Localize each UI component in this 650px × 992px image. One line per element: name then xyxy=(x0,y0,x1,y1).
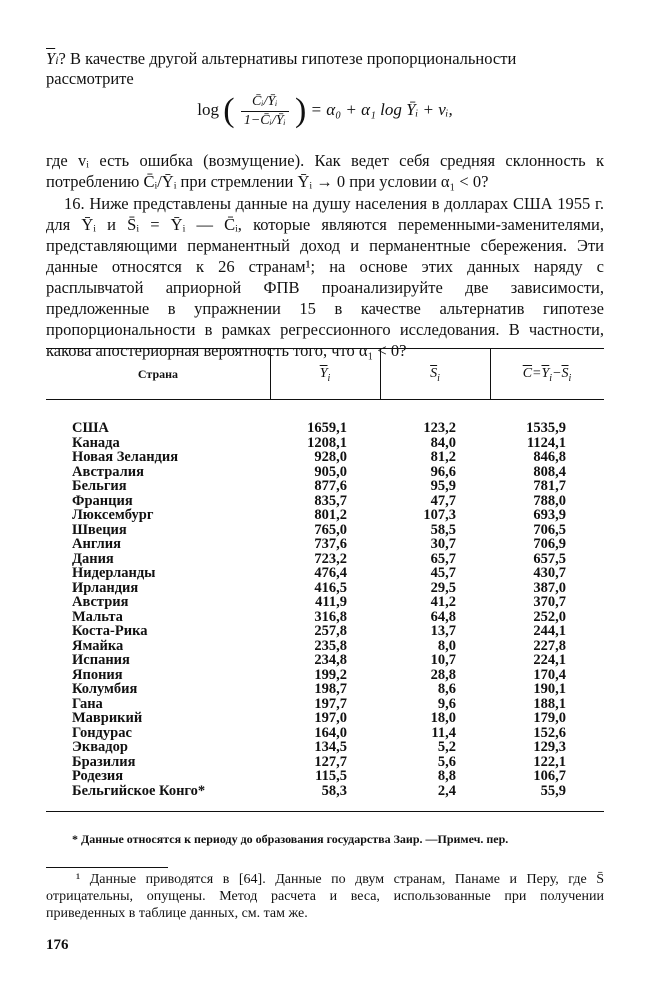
s-value-cell: 2,4 xyxy=(437,782,456,799)
s-value-cell: 81,2 xyxy=(430,449,456,465)
c-value-cell: 788,0 xyxy=(533,492,566,509)
y-value-cell: 164,0 xyxy=(314,724,347,741)
intro-text: ? В качестве другой альтернативы гипотезе пропорциональности xyxy=(58,49,517,68)
table-row xyxy=(46,465,604,480)
c-value-cell: 152,6 xyxy=(533,724,566,741)
c-value-cell: 244,1 xyxy=(533,623,566,639)
footnote: ¹ Данные приводятся в [64]. Данные по двум странам, Панаме и Перу, где S̄ отрицательны, опущены. Метод расчета и веса, использованные при получении приведенных в таблице данных, см. там же. xyxy=(46,872,604,921)
country-cell: Эквадор xyxy=(72,739,128,755)
intro-line-2: рассмотрите xyxy=(46,69,134,88)
table-row xyxy=(46,494,604,509)
c-value-cell: 188,1 xyxy=(533,695,566,712)
c-value-cell: 129,3 xyxy=(533,739,566,755)
c-value-cell: 55,9 xyxy=(540,782,566,799)
country-cell: Франция xyxy=(72,492,133,509)
country-cell: Испания xyxy=(72,652,130,668)
s-value-cell: 47,7 xyxy=(430,492,456,509)
c-value-cell: 657,5 xyxy=(533,550,566,567)
country-cell: Дания xyxy=(72,550,114,567)
y-value-cell: 928,0 xyxy=(314,449,347,465)
y-value-cell: 1659,1 xyxy=(307,420,347,436)
c-value-cell: 170,4 xyxy=(533,666,566,683)
country-cell: Австралия xyxy=(72,463,144,480)
table-row xyxy=(46,697,604,712)
table-row xyxy=(46,740,604,755)
s-value-cell: 5,2 xyxy=(437,739,456,755)
header-y: $\overline{Y}_i$ xyxy=(319,366,331,384)
c-value-cell: 387,0 xyxy=(533,579,566,596)
table-row xyxy=(46,668,604,683)
table-row xyxy=(46,610,604,625)
s-value-cell: 29,5 xyxy=(430,579,456,596)
country-cell: Канада xyxy=(72,434,120,451)
c-value-cell: 179,0 xyxy=(533,710,566,726)
formula-log: log xyxy=(197,99,219,119)
country-cell: Гана xyxy=(72,695,103,712)
y-value-cell: 257,8 xyxy=(314,623,347,639)
formula-fraction xyxy=(241,93,289,130)
c-value-cell: 846,8 xyxy=(533,449,566,465)
y-bar-symbol: $\overline{Y}$ xyxy=(46,49,56,68)
y-value-cell: 905,0 xyxy=(314,463,347,480)
country-cell: Маврикий xyxy=(72,710,143,726)
y-value-cell: 476,4 xyxy=(314,565,347,581)
country-cell: Коста-Рика xyxy=(72,623,148,639)
y-subscript: i xyxy=(55,53,59,67)
c-value-cell: 227,8 xyxy=(533,637,566,654)
y-value-cell: 877,6 xyxy=(314,478,347,494)
c-value-cell: 430,7 xyxy=(533,565,566,581)
country-cell: Япония xyxy=(72,666,123,683)
left-paren-icon: ( xyxy=(223,92,235,129)
s-value-cell: 8,0 xyxy=(437,637,456,654)
y-value-cell: 723,2 xyxy=(314,550,347,567)
table-body xyxy=(46,421,604,798)
table-row xyxy=(46,682,604,697)
data-table xyxy=(46,348,604,812)
country-cell: Швеция xyxy=(72,521,127,538)
c-value-cell: 781,7 xyxy=(533,478,566,494)
s-value-cell: 11,4 xyxy=(431,724,456,741)
table-note: * Данные относятся к периоду до образования государства Заир. —Примеч. пер. xyxy=(72,832,509,846)
country-cell: Бразилия xyxy=(72,753,136,770)
country-cell: Ямайка xyxy=(72,637,124,654)
s-value-cell: 96,6 xyxy=(430,463,456,480)
formula xyxy=(0,92,650,130)
table-row xyxy=(46,566,604,581)
table-row xyxy=(46,508,604,523)
table-row xyxy=(46,421,604,436)
s-value-cell: 9,6 xyxy=(437,695,456,712)
country-cell: Люксембург xyxy=(72,507,154,523)
y-value-cell: 234,8 xyxy=(314,652,347,668)
table-row xyxy=(46,726,604,741)
y-value-cell: 197,0 xyxy=(314,710,347,726)
table-row xyxy=(46,581,604,596)
table-row xyxy=(46,537,604,552)
s-value-cell: 123,2 xyxy=(423,420,456,436)
s-value-cell: 45,7 xyxy=(430,565,456,581)
c-value-cell: 706,9 xyxy=(533,536,566,552)
c-value-cell: 122,1 xyxy=(533,753,566,770)
s-value-cell: 8,8 xyxy=(437,768,456,784)
y-value-cell: 765,0 xyxy=(314,521,347,538)
table-row xyxy=(46,639,604,654)
country-cell: Бельгийское Конго* xyxy=(72,782,206,799)
formula-denominator: 1−C̄ᵢ/Ȳᵢ xyxy=(243,112,286,128)
c-value-cell: 190,1 xyxy=(533,681,566,697)
country-cell: Мальта xyxy=(72,608,123,625)
s-value-cell: 95,9 xyxy=(430,478,456,494)
s-value-cell: 18,0 xyxy=(430,710,456,726)
page-number: 176 xyxy=(46,937,69,953)
y-value-cell: 801,2 xyxy=(314,507,347,523)
s-value-cell: 5,6 xyxy=(437,753,456,770)
country-cell: Нидерланды xyxy=(72,565,156,581)
country-cell: Бельгия xyxy=(72,478,127,494)
c-value-cell: 1124,1 xyxy=(526,434,566,451)
y-value-cell: 316,8 xyxy=(314,608,347,625)
c-value-cell: 224,1 xyxy=(533,652,566,668)
country-cell: Родезия xyxy=(72,768,124,784)
formula-numerator: C̄ᵢ/Ȳᵢ xyxy=(241,93,289,112)
exercise-16: 16. Ниже представлены данные на душу населения в долларах США 1955 г. для Ȳᵢ и S̄ᵢ = Ȳᵢ — C̄ᵢ, которые являются переменными-заменителями, представляющими перманентный доход и перманентные сбережения. Эти данные относятся к 26 странам¹; на основе этих данных наряду с расплывчатой априорной ФПВ проанализируйте две зависимости, предложенные в упражнении 15 в качестве альтернатив гипотезе пропорциональности в рамках регрессионного исследования. В частности, какова апостериорная вероятность того, что α₁ < 0? xyxy=(46,194,604,360)
c-value-cell: 706,5 xyxy=(533,521,566,538)
country-cell: Ирландия xyxy=(72,579,139,596)
country-cell: Англия xyxy=(72,536,122,552)
c-value-cell: 808,4 xyxy=(533,463,566,480)
table-row xyxy=(46,653,604,668)
y-value-cell: 198,7 xyxy=(314,681,347,697)
s-value-cell: 8,6 xyxy=(437,681,456,697)
header-s: $\overline{S}_i$ xyxy=(430,366,440,384)
s-value-cell: 30,7 xyxy=(430,536,456,552)
s-value-cell: 10,7 xyxy=(430,652,456,668)
table-row xyxy=(46,711,604,726)
country-cell: Колумбия xyxy=(72,681,138,697)
y-value-cell: 235,8 xyxy=(314,637,347,654)
s-value-cell: 13,7 xyxy=(430,623,456,639)
c-value-cell: 252,0 xyxy=(533,608,566,625)
y-value-cell: 737,6 xyxy=(314,536,347,552)
y-value-cell: 411,9 xyxy=(315,594,347,610)
table-row xyxy=(46,595,604,610)
table-header xyxy=(46,349,604,400)
s-value-cell: 84,0 xyxy=(430,434,456,451)
y-value-cell: 197,7 xyxy=(314,695,347,712)
s-value-cell: 58,5 xyxy=(430,521,456,538)
paragraph-after-formula: где vᵢ есть ошибка (возмущение). Как ведет себя средняя склонность к потреблению C̄ᵢ/Ȳᵢ при стремлении Ȳᵢ → 0 при условии α₁ < 0? xyxy=(46,151,604,191)
table-row xyxy=(46,479,604,494)
s-value-cell: 28,8 xyxy=(430,666,456,683)
y-value-cell: 416,5 xyxy=(314,579,347,596)
c-value-cell: 1535,9 xyxy=(526,420,566,436)
s-value-cell: 65,7 xyxy=(430,550,456,567)
country-cell: США xyxy=(72,420,109,436)
y-value-cell: 58,3 xyxy=(321,782,347,799)
y-value-cell: 127,7 xyxy=(314,753,347,770)
y-value-cell: 115,5 xyxy=(315,768,347,784)
table-row xyxy=(46,436,604,451)
c-value-cell: 370,7 xyxy=(533,594,566,610)
header-c: $\overline{C}=\overline{Y}_i-\overline{S}_i$ xyxy=(522,366,572,384)
s-value-cell: 64,8 xyxy=(430,608,456,625)
header-country: Страна xyxy=(137,367,179,381)
y-value-cell: 835,7 xyxy=(314,492,347,509)
country-cell: Австрия xyxy=(72,594,129,610)
country-cell: Гондурас xyxy=(72,724,132,741)
table-row xyxy=(46,755,604,770)
s-value-cell: 107,3 xyxy=(423,507,456,523)
table-row xyxy=(46,784,604,799)
footnote-rule xyxy=(46,867,168,868)
country-cell: Новая Зеландия xyxy=(72,449,179,465)
table-row xyxy=(46,523,604,538)
s-value-cell: 41,2 xyxy=(430,594,456,610)
c-value-cell: 106,7 xyxy=(533,768,566,784)
formula-rhs: = α₀ + α₁ log Ȳᵢ + vᵢ, xyxy=(310,99,453,119)
table-row xyxy=(46,450,604,465)
y-value-cell: 134,5 xyxy=(314,739,347,755)
table-row xyxy=(46,552,604,567)
table-row xyxy=(46,624,604,639)
y-value-cell: 1208,1 xyxy=(307,434,347,451)
right-paren-icon: ) xyxy=(294,92,307,129)
table-row xyxy=(46,769,604,784)
c-value-cell: 693,9 xyxy=(533,507,566,523)
y-value-cell: 199,2 xyxy=(314,666,347,683)
